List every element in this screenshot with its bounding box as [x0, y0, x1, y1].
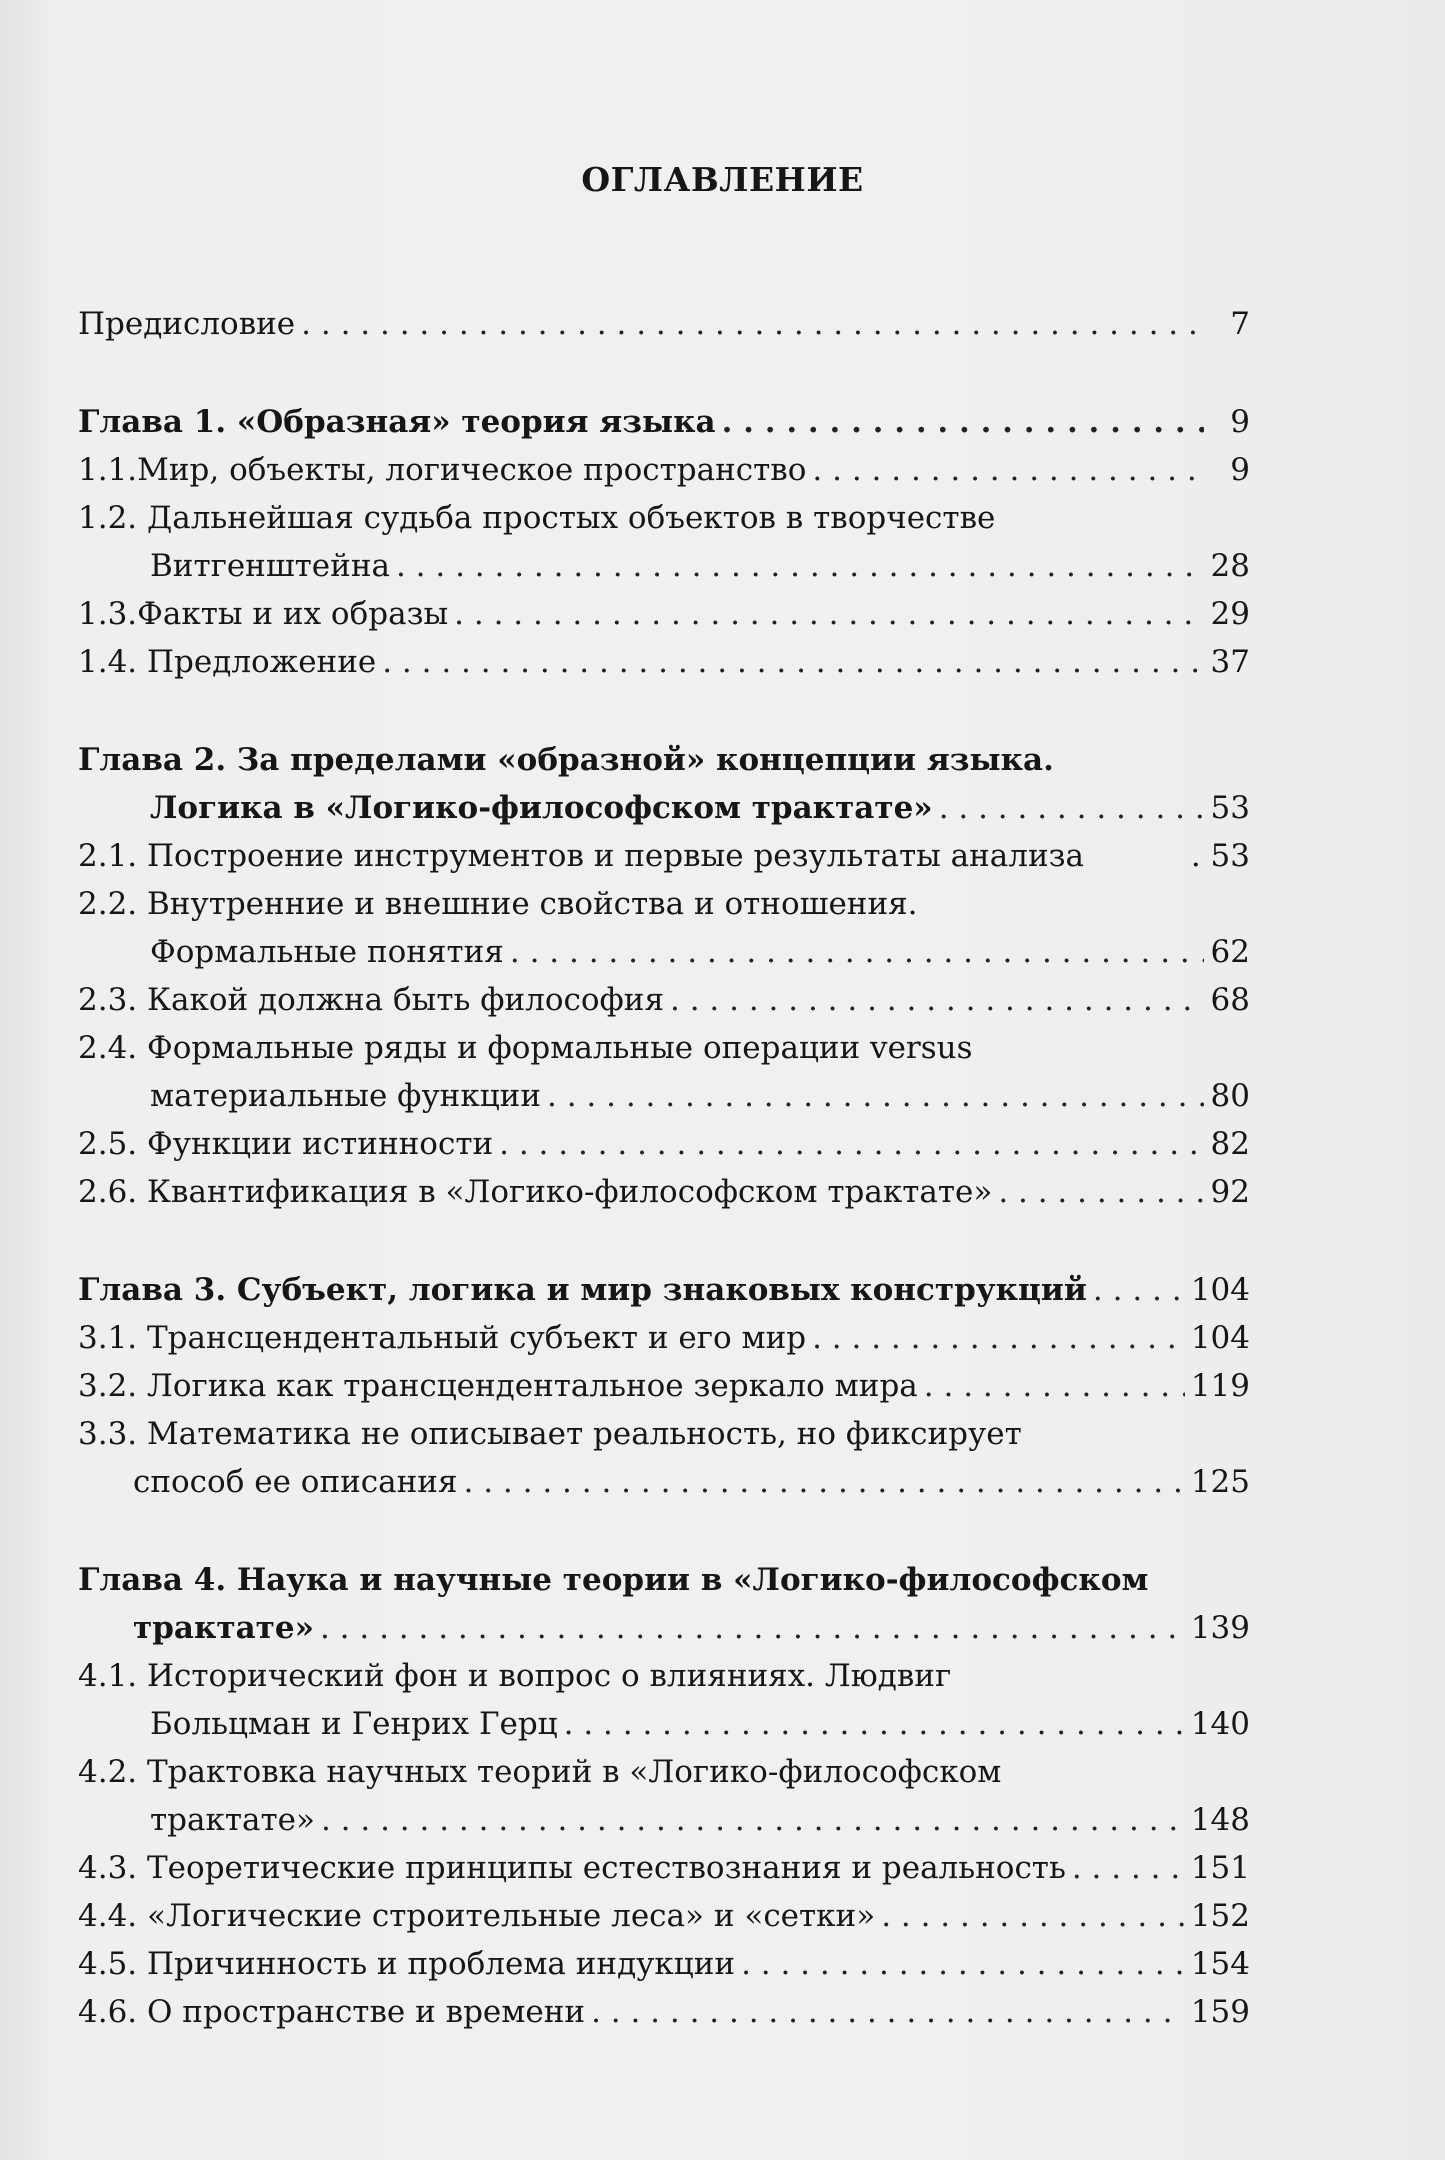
toc-entry-page: 29 [1210, 596, 1250, 632]
toc-entry-text: 1.1.Мир, объекты, логическое пространство [78, 452, 807, 488]
toc-chapter [78, 1556, 1250, 1604]
toc-entry-text: Глава 2. За пределами «образной» концепции языка. [78, 742, 1054, 778]
toc-entry [78, 446, 1250, 494]
toc-entry-text: трактате» [133, 1610, 314, 1646]
dot-leader [382, 638, 1204, 686]
toc-entry-continuation [78, 1072, 1250, 1120]
toc-entry-text: 4.4. «Логические строительные леса» и «сетки» [78, 1898, 876, 1934]
dot-leader [924, 1362, 1185, 1410]
toc-entry [78, 638, 1250, 686]
toc-entry [78, 1362, 1250, 1410]
toc-entry-page: 92 [1210, 1174, 1250, 1210]
toc-entry [78, 1940, 1250, 1988]
spacer [78, 686, 1250, 736]
toc-entry-page: 159 [1190, 1994, 1250, 2030]
dot-leader [396, 542, 1204, 590]
toc-entry-text: Глава 3. Субъект, логика и мир знаковых конструкций [78, 1272, 1087, 1308]
toc-entry [78, 1844, 1250, 1892]
toc-entry-page: 140 [1190, 1706, 1250, 1742]
toc-entry-page: 68 [1210, 982, 1250, 1018]
toc-entry [78, 1652, 1250, 1700]
toc-entry-page: 62 [1210, 934, 1250, 970]
toc-entry [78, 1024, 1250, 1072]
dot-leader [510, 928, 1204, 976]
dot-leader [547, 1072, 1204, 1120]
toc-entry-text: 4.1. Исторический фон и вопрос о влияниях. Людвиг [78, 1658, 952, 1694]
toc-entry-continuation [78, 1796, 1250, 1844]
toc-entry-text: Глава 1. «Образная» теория языка [78, 404, 716, 440]
dot-leader [454, 590, 1204, 638]
dot-leader [1072, 1844, 1185, 1892]
toc-entry-text: Глава 4. Наука и научные теории в «Логико-философском [78, 1562, 1149, 1598]
dot-leader [321, 1796, 1185, 1844]
toc-entry-continuation [78, 1458, 1250, 1506]
toc-entry-text: 2.6. Квантификация в «Логико-философском трактате» [78, 1174, 993, 1210]
dot-leader [881, 1892, 1185, 1940]
toc-entry-text: 4.3. Теоретические принципы естествознания и реальность [78, 1850, 1066, 1886]
toc-entry-page: 104 [1190, 1272, 1250, 1308]
toc-entry [78, 1748, 1250, 1796]
toc-entry-text: трактате» [150, 1802, 315, 1838]
toc-entry-text: Витгенштейна [150, 548, 390, 584]
toc-entry-text: 2.2. Внутренние и внешние свойства и отношения. [78, 886, 918, 922]
toc-entry [78, 1988, 1250, 2036]
toc-entry-text: материальные функции [150, 1078, 541, 1114]
toc-entry [78, 832, 1250, 880]
spacer [78, 1506, 1250, 1556]
toc-entry-page: 80 [1210, 1078, 1250, 1114]
toc-entry-page: 82 [1210, 1126, 1250, 1162]
toc-entry-text: Логика в «Логико-философском трактате» [150, 790, 933, 826]
dot-leader [812, 1314, 1185, 1362]
toc-entry [78, 976, 1250, 1024]
toc-chapter-continuation [78, 1604, 1250, 1652]
toc-entry-text: 2.1. Построение инструментов и первые результаты анализа [78, 838, 1085, 874]
toc-entry-text: 2.5. Функции истинности [78, 1126, 494, 1162]
toc-entry-text: 1.2. Дальнейшая судьба простых объектов в творчестве [78, 500, 996, 536]
dot-leader [670, 976, 1204, 1024]
toc-entry [78, 494, 1250, 542]
toc-entry-text: способ ее описания [133, 1464, 458, 1500]
toc-entry-page: 28 [1210, 548, 1250, 584]
toc-entry-text: 3.1. Трансцендентальный субъект и его мир [78, 1320, 807, 1356]
toc-entry-text: 3.2. Логика как трансцендентальное зеркало мира [78, 1368, 918, 1404]
toc-entry [78, 1314, 1250, 1362]
toc-entry-page: 104 [1190, 1320, 1250, 1356]
dot-leader [812, 446, 1204, 494]
dot-leader [741, 1940, 1185, 1988]
dot-leader [591, 1988, 1185, 2036]
dot-leader [998, 1168, 1204, 1216]
page-title: ОГЛАВЛЕНИЕ [581, 160, 864, 199]
dot-leader [564, 1700, 1185, 1748]
toc-entry-page: 152 [1190, 1898, 1250, 1934]
toc-chapter-continuation [78, 784, 1250, 832]
toc-entry-text: 4.6. О пространстве и времени [78, 1994, 586, 2030]
dot-leader [939, 784, 1204, 832]
toc-entry-page: 9 [1230, 452, 1250, 488]
toc-entry [78, 1120, 1250, 1168]
table-of-contents [78, 300, 1250, 2036]
toc-entry-page: 53 [1210, 790, 1250, 826]
toc-entry-text: 2.4. Формальные ряды и формальные операции versus [78, 1030, 973, 1066]
toc-entry-text: Предисловие [78, 306, 296, 342]
toc-entry-page: 151 [1190, 1850, 1250, 1886]
spacer [78, 1216, 1250, 1266]
toc-entry-page: 7 [1230, 306, 1250, 342]
toc-entry-text: 1.3.Факты и их образы [78, 596, 449, 632]
toc-entry-text: 1.4. Предложение [78, 644, 377, 680]
dot-leader [464, 1458, 1185, 1506]
spacer [78, 348, 1250, 398]
toc-entry-text: Формальные понятия [150, 934, 504, 970]
dot-leader [1093, 1266, 1185, 1314]
toc-entry [78, 1168, 1250, 1216]
toc-entry-page: 148 [1190, 1802, 1250, 1838]
toc-entry [78, 1892, 1250, 1940]
toc-entry-text: 3.3. Математика не описывает реальность, но фиксирует [78, 1416, 1022, 1452]
dot-leader [499, 1120, 1204, 1168]
toc-entry-continuation [78, 928, 1250, 976]
toc-entry-continuation [78, 1700, 1250, 1748]
toc-entry [78, 300, 1250, 348]
toc-entry-page: 119 [1190, 1368, 1250, 1404]
toc-entry-page: 139 [1190, 1610, 1250, 1646]
toc-entry-page: 154 [1190, 1946, 1250, 1982]
toc-entry-text: 4.2. Трактовка научных теорий в «Логико-философском [78, 1754, 1002, 1790]
toc-entry [78, 590, 1250, 638]
toc-entry-page: . 53 [1190, 838, 1250, 874]
toc-chapter [78, 736, 1250, 784]
toc-entry-page: 9 [1230, 404, 1250, 440]
toc-entry-text: Больцман и Генрих Герц [150, 1706, 558, 1742]
dot-leader [301, 300, 1204, 348]
toc-chapter [78, 1266, 1250, 1314]
toc-entry [78, 880, 1250, 928]
dot-leader [320, 1604, 1185, 1652]
dot-leader [722, 398, 1204, 446]
toc-entry-page: 37 [1210, 644, 1250, 680]
toc-entry-text: 2.3. Какой должна быть философия [78, 982, 665, 1018]
toc-entry-page: 125 [1190, 1464, 1250, 1500]
toc-chapter [78, 398, 1250, 446]
toc-entry [78, 1410, 1250, 1458]
toc-entry-text: 4.5. Причинность и проблема индукции [78, 1946, 736, 1982]
toc-entry-continuation [78, 542, 1250, 590]
